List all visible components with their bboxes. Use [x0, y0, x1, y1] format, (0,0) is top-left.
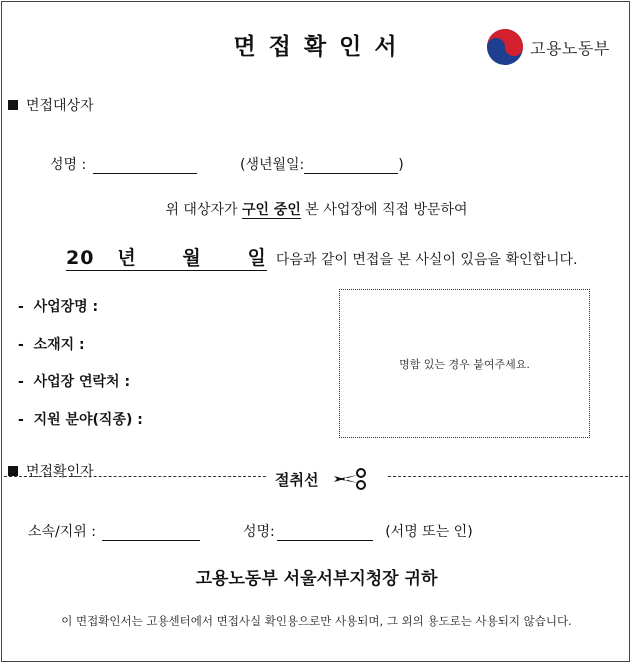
item-label: 소재지 :	[33, 337, 85, 353]
taegeuk-icon	[486, 28, 524, 66]
date-day-unit: 일	[247, 247, 267, 269]
cut-line-right	[388, 476, 628, 477]
birth-label-close: )	[398, 157, 404, 173]
visit-emphasis: 구인 중인	[241, 202, 301, 218]
footnote: 이 면접확인서는 고용센터에서 면접사실 확인용으로만 사용되며, 그 외의 용도로는 사용되지 않습니다.	[61, 614, 572, 628]
item-job-field	[18, 409, 143, 429]
card-box-text: 명함 있는 경우 붙여주세요.	[399, 357, 530, 371]
confirmer-name-row	[243, 521, 473, 541]
cut-line-label: 절취선	[275, 470, 319, 489]
confirmer-name-field[interactable]	[277, 525, 373, 541]
business-card-box[interactable]	[339, 289, 590, 438]
scissors-icon	[332, 468, 368, 490]
date-sentence	[66, 243, 578, 271]
date-year-unit: 년	[117, 247, 137, 269]
office-name: 고용노동부 서울서부지청장 귀하	[195, 569, 438, 589]
section-interviewee	[8, 95, 94, 115]
item-label: 사업장명 :	[33, 299, 99, 315]
confirmer-position-row	[28, 521, 200, 541]
birth-row	[240, 154, 404, 174]
document-title: 면접확인서	[233, 34, 410, 60]
item-business-name	[18, 296, 98, 316]
item-label: 지원 분야(직종) :	[33, 412, 143, 428]
ministry-logo	[486, 27, 610, 67]
position-label: 소속/지위 :	[28, 524, 96, 540]
section-interviewee-label: 면접대상자	[26, 98, 94, 114]
item-bullet: -	[18, 299, 24, 315]
visit-suffix: 본 사업장에 직접 방문하여	[305, 202, 468, 218]
date-year: 20	[66, 247, 95, 269]
item-bullet: -	[18, 374, 24, 390]
name-field[interactable]	[93, 158, 197, 174]
confirmer-name-label: 성명:	[243, 524, 275, 540]
item-contact	[18, 371, 130, 391]
date-month-unit: 월	[182, 247, 202, 269]
section-confirmer	[8, 461, 94, 481]
cut-line-marker	[275, 468, 368, 490]
square-bullet-icon	[8, 466, 18, 476]
birth-label: (생년월일:	[240, 157, 305, 173]
item-address	[18, 334, 85, 354]
position-field[interactable]	[102, 525, 200, 541]
date-field[interactable]	[66, 243, 267, 271]
item-label: 사업장 연락처 :	[33, 374, 131, 390]
item-bullet: -	[18, 337, 24, 353]
sign-label: (서명 또는 인)	[385, 524, 473, 540]
item-bullet: -	[18, 412, 24, 428]
logo-text: 고용노동부	[530, 38, 610, 58]
cut-line-left	[4, 476, 266, 477]
visit-prefix: 위 대상자가	[165, 202, 238, 218]
date-text: 다음과 같이 면접을 본 사실이 있음을 확인합니다.	[275, 252, 578, 268]
name-row	[50, 154, 197, 174]
name-label: 성명 :	[50, 157, 87, 173]
visit-sentence	[0, 199, 633, 219]
square-bullet-icon	[8, 100, 18, 110]
section-confirmer-label: 면접확인자	[26, 464, 94, 480]
birth-date-field[interactable]	[304, 158, 398, 174]
